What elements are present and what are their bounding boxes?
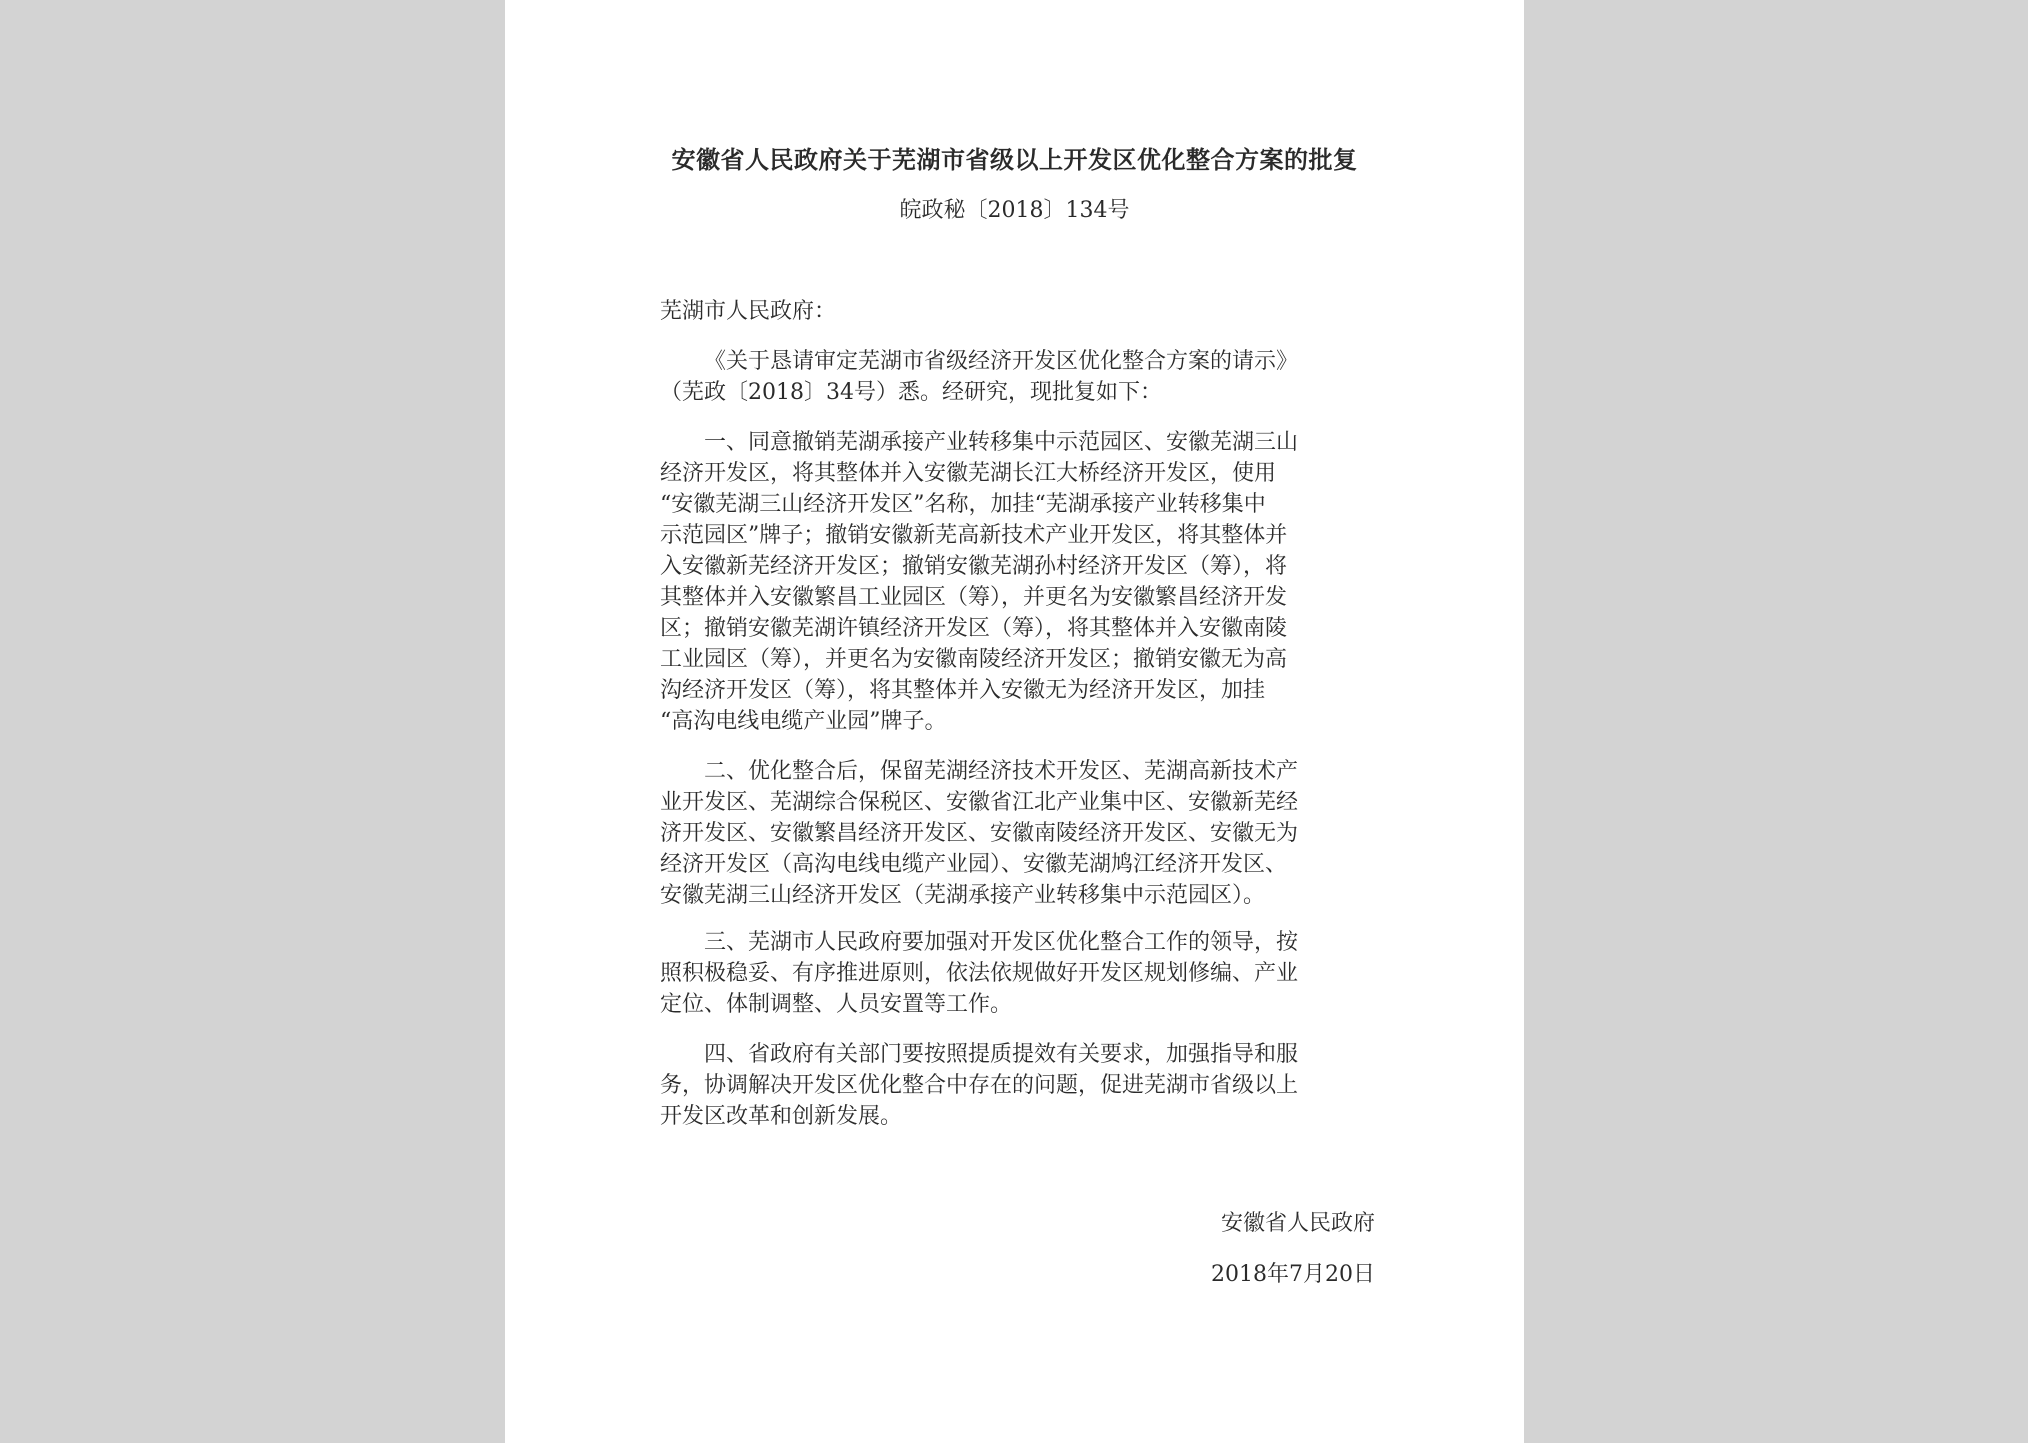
paragraph-line: 入安徽新芜经济开发区；撤销安徽芜湖孙村经济开发区（筹），将 [660, 554, 1288, 579]
document-title: 安徽省人民政府关于芜湖市省级以上开发区优化整合方案的批复 [671, 145, 1358, 174]
paragraph-line: 其整体并入安徽繁昌工业园区（筹），并更名为安徽繁昌经济开发 [660, 585, 1288, 610]
document-number: 皖政秘〔2018〕134号 [899, 198, 1130, 223]
paragraph-line: 《关于恳请审定芜湖市省级经济开发区优化整合方案的请示》 [704, 349, 1299, 374]
paragraph-item-one [660, 427, 1370, 737]
paragraph-line: 经济开发区（高沟电线电缆产业园）、安徽芜湖鸠江经济开发区、 [660, 852, 1288, 877]
paragraph-line: 二、优化整合后，保留芜湖经济技术开发区、芜湖高新技术产 [704, 759, 1299, 784]
issue-date: 2018年7月20日 [1211, 1262, 1375, 1287]
paragraph-line: 业开发区、芜湖综合保税区、安徽省江北产业集中区、安徽新芜经 [660, 790, 1299, 815]
paragraph-line: 经济开发区，将其整体并入安徽芜湖长江大桥经济开发区，使用 [660, 461, 1277, 486]
paragraph-item-three [660, 927, 1370, 1020]
paragraph-line: 安徽芜湖三山经济开发区（芜湖承接产业转移集中示范园区）。 [660, 883, 1266, 908]
paragraph-line: “安徽芜湖三山经济开发区”名称，加挂“芜湖承接产业转移集中 [660, 492, 1266, 517]
paragraph-line: 沟经济开发区（筹），将其整体并入安徽无为经济开发区，加挂 [660, 678, 1266, 703]
paragraph-item-two [660, 756, 1370, 911]
paragraph-line: 开发区改革和创新发展。 [660, 1104, 903, 1129]
paragraph-line: 济开发区、安徽繁昌经济开发区、安徽南陵经济开发区、安徽无为 [660, 821, 1299, 846]
paragraph-line: 三、芜湖市人民政府要加强对开发区优化整合工作的领导，按 [704, 930, 1299, 955]
paragraph-line: 务，协调解决开发区优化整合中存在的问题，促进芜湖市省级以上 [660, 1073, 1299, 1098]
paragraph-line: （芜政〔2018〕34号）悉。经研究，现批复如下： [660, 380, 1162, 405]
paragraph-line: “高沟电线电缆产业园”牌子。 [660, 709, 947, 734]
paragraph-item-four [660, 1039, 1370, 1132]
paragraph-line: 定位、体制调整、人员安置等工作。 [660, 992, 1013, 1017]
paragraph-line: 四、省政府有关部门要按照提质提效有关要求，加强指导和服 [704, 1042, 1299, 1067]
issuer-signature: 安徽省人民政府 [1220, 1211, 1375, 1236]
paragraph-reference [660, 346, 1370, 408]
paragraph-line: 示范园区”牌子；撤销安徽新芜高新技术产业开发区，将其整体并 [660, 523, 1288, 548]
document-page [505, 0, 1524, 1443]
paragraph-line: 照积极稳妥、有序推进原则，依法依规做好开发区规划修编、产业 [660, 961, 1299, 986]
salutation: 芜湖市人民政府： [660, 299, 837, 324]
paragraph-line: 工业园区（筹），并更名为安徽南陵经济开发区；撤销安徽无为高 [660, 647, 1288, 672]
paragraph-line: 一、同意撤销芜湖承接产业转移集中示范园区、安徽芜湖三山 [704, 430, 1299, 455]
paragraph-line: 区；撤销安徽芜湖许镇经济开发区（筹），将其整体并入安徽南陵 [660, 616, 1288, 641]
